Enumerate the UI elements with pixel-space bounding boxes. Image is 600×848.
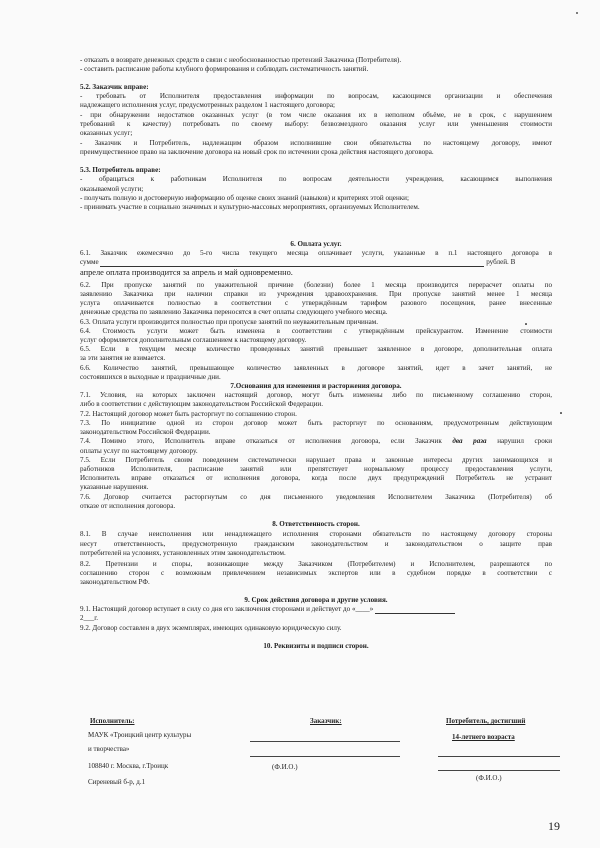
paragraph-line: преимущественное право на заключение договора на новый срок по истечении срока действия настоящего договора. — [80, 148, 434, 156]
paragraph-line: несут ответственность, предусмотренную гражданским законодательством и законодательством о защите прав — [80, 540, 552, 548]
paragraph-line: 7.5. Если Потребитель своим поведением систематически нарушает права и законные интересы других занимающихся и — [80, 456, 552, 464]
executor-title: Исполнитель: — [90, 717, 135, 725]
consumer-title: Потребитель, достигший — [446, 717, 526, 725]
consumer-age: 14-летнего возраста — [452, 733, 515, 741]
payment-amount-line — [80, 258, 552, 267]
paragraph-line: - принимать участие в социально значимых и культурно-массовых мероприятиях, организуемых Исполнителем. — [80, 203, 420, 211]
paragraph-line: оказанных услуг; — [80, 129, 133, 137]
section-7-heading: 7.Основания для изменения и расторжения договора. — [230, 382, 402, 390]
paragraph-line: 7.2. Настоящий договор может быть расторгнут по соглашению сторон. — [80, 410, 297, 418]
paragraph-line: потребителей на условиях, установленных этим законодательством. — [80, 549, 286, 557]
customer-signature-line — [250, 741, 400, 742]
paragraph-line: отказе от исполнения договора. — [80, 502, 176, 510]
section-6-heading: 6. Оплата услуг. — [290, 240, 342, 248]
page-number: 19 — [548, 819, 560, 833]
text-run: нарушил сроки — [497, 437, 552, 445]
paragraph-line: Исполнитель вправе отказаться от исполнения договора, когда после двух предупреждений Потребитель не устранит — [80, 474, 552, 482]
section-10-heading: 10. Реквизиты и подписи сторон. — [263, 642, 369, 650]
consumer-signature-line — [438, 756, 560, 757]
paragraph-line: за эти занятия не взимается. — [80, 354, 166, 362]
executor-line: и творчества» — [88, 745, 130, 753]
paragraph-line: - получать полную и достоверную информацию об оценке своих знаний (навыков) и критериях этой оценки; — [80, 194, 409, 202]
paragraph-line: - обращаться к работникам Исполнителя по вопросам деятельности учреждения, касающимся выполнения — [80, 175, 552, 183]
section-9-heading: 9. Срок действия договора и другие условия. — [244, 596, 388, 604]
paragraph-line: либо в соответствии с действующим законодательством Российской Федерации. — [80, 400, 323, 408]
paragraph-line: требований к качеству) потребовать по своему выбору: безвозмездного оказания услуг или уменьшения стоимости — [80, 120, 552, 128]
date-blank — [375, 606, 455, 614]
paragraph-line: 7.3. По инициативе одной из сторон договор может быть расторгнут по основаниям, предусмотренным действующим — [80, 419, 552, 427]
paragraph-line: денежные средства по заявлению Заказчика переносятся в счет оплаты следующего учебного месяца. — [80, 308, 388, 316]
paragraph-line: 6.1. Заказчик ежемесячно до 5-го числа текущего месяца оплачивает услуги, указанные в п.1 настоящего договора в — [80, 249, 552, 257]
sum-blank — [100, 259, 484, 267]
paragraph-line: надлежащего исполнения услуг, предусмотренных разделом 1 настоящего договора; — [80, 101, 335, 109]
customer-fio-label: (Ф.И.О.) — [272, 763, 298, 771]
paragraph-line: апреле оплата производится за апрель и май одновременно. — [80, 268, 293, 277]
paragraph-line: законодательством РФ. — [80, 578, 150, 586]
paragraph-line: 6.5. Если в текущем месяце количество проведенных занятий превышает заявленное в договоре, дополнительная оплата — [80, 345, 552, 353]
paragraph-line — [80, 605, 552, 614]
paragraph-line: заявлению Заказчика при наличии справки из учреждения здравоохранения. При пропуске занятий менее 1 месяца — [80, 290, 552, 298]
section-5-3-heading: 5.3. Потребитель вправе: — [80, 166, 161, 174]
section-8-heading: 8. Ответственность сторон. — [272, 520, 360, 528]
paragraph-line: 2___г. — [80, 614, 99, 622]
paragraph-line: 6.4. Стоимость услуги может быть изменена в соответствии с утверждённым прейскурантом. Изменение стоимости — [80, 327, 552, 335]
text-run: 7.4. Помимо этого, Исполнитель вправе отказаться от исполнения договора, если Заказчик — [80, 437, 442, 445]
rub-label: рублей. В — [486, 258, 516, 266]
paragraph-line: - требовать от Исполнителя предоставления информации по вопросам, касающимся организации и обеспечения — [80, 92, 552, 100]
executor-line: Сиреневый б-р, д.1 — [88, 778, 146, 786]
paragraph-line: соглашению сторон с возможным привлечением независимых экспертов или в судебном порядке в соответствии с — [80, 569, 552, 577]
paragraph-line: услуга оплачивается полностью в соответствии с утверждённым тарифом разового посещения, ранее внесенные — [80, 299, 552, 307]
scan-speck — [576, 12, 578, 14]
executor-line: МАУК «Троицкий центр культуры — [88, 731, 192, 739]
intro-line: - отказать в возврате денежных средств в связи с необоснованностью претензий Заказчика (Потребителя). — [80, 56, 402, 64]
scan-speck — [560, 412, 562, 414]
customer-name-line — [250, 756, 400, 757]
paragraph-line: - при обнаружении недостатков оказанных услуг (в том числе оказания их в неполном объёме, не в срок, с нарушением — [80, 111, 552, 119]
paragraph-line: указанные нарушения. — [80, 483, 149, 491]
paragraph-line: оплаты услуг по настоящему договору. — [80, 447, 198, 455]
paragraph-line: 9.2. Договор составлен в двух экземплярах, имеющих одинаковую юридическую силу. — [80, 624, 342, 632]
paragraph-line: состоявшихся в выходные и праздничные дни. — [80, 373, 221, 381]
consumer-fio-label: (Ф.И.О.) — [476, 774, 502, 782]
paragraph-line: работников Исполнителя, расписание занятий или препятствует нормальному процессу предоставления услуги, — [80, 465, 552, 473]
text-run: 9.1. Настоящий договор вступает в силу со дня его заключения сторонами и действует до «____» — [80, 605, 374, 613]
paragraph-line: 7.6. Договор считается расторгнутым со дня письменного уведомления Исполнителем Заказчика (Потребителя) об — [80, 493, 552, 501]
paragraph-line: оказываемой услуги; — [80, 185, 144, 193]
paragraph-line: услуг оформляется дополнительным соглашением к настоящему договору. — [80, 336, 307, 344]
paragraph-line: 8.2. Претензии и споры, возникающие между Заказчиком (Потребителем) и Исполнителем, разрешаются по — [80, 560, 552, 568]
paragraph-line: 7.1. Условия, на которых заключен настоящий договор, могут быть изменены либо по письменному соглашению сторон, — [80, 391, 552, 399]
paragraph-line: 8.1. В случае неисполнения или ненадлежащего исполнения сторонами обязательств по настоящему договору стороны — [80, 530, 552, 538]
executor-line: 108840 г. Москва, г.Троицк — [88, 762, 169, 770]
paragraph-line: 6.3. Оплата услуги производится полностью при пропуске занятий по неуважительным причинам. — [80, 318, 379, 326]
emphasis-text: два раза — [452, 437, 487, 445]
sum-label: сумме — [80, 258, 99, 266]
paragraph-line: 6.6. Количество занятий, превышающее количество заявленных в договоре занятий, идет в зачет занятий, не — [80, 364, 552, 372]
paragraph-line: - Заказчик и Потребитель, надлежащим образом исполнившие свои обязательства по настоящему договору, имеют — [80, 139, 552, 147]
paragraph-line-7-4 — [80, 437, 552, 446]
section-5-2-heading: 5.2. Заказчик вправе: — [80, 83, 149, 91]
consumer-name-line — [438, 770, 560, 771]
paragraph-line: 6.2. При пропуске занятий по уважительной причине (болезни) более 1 месяца производится перерасчет оплаты по — [80, 281, 552, 289]
paragraph-line: законодательством Российской Федерации. — [80, 428, 211, 436]
intro-line: - составить расписание работы клубного формирования и соблюдать систематичность занятий. — [80, 65, 369, 73]
scan-speck — [525, 323, 527, 325]
customer-title: Заказчик: — [310, 717, 342, 725]
